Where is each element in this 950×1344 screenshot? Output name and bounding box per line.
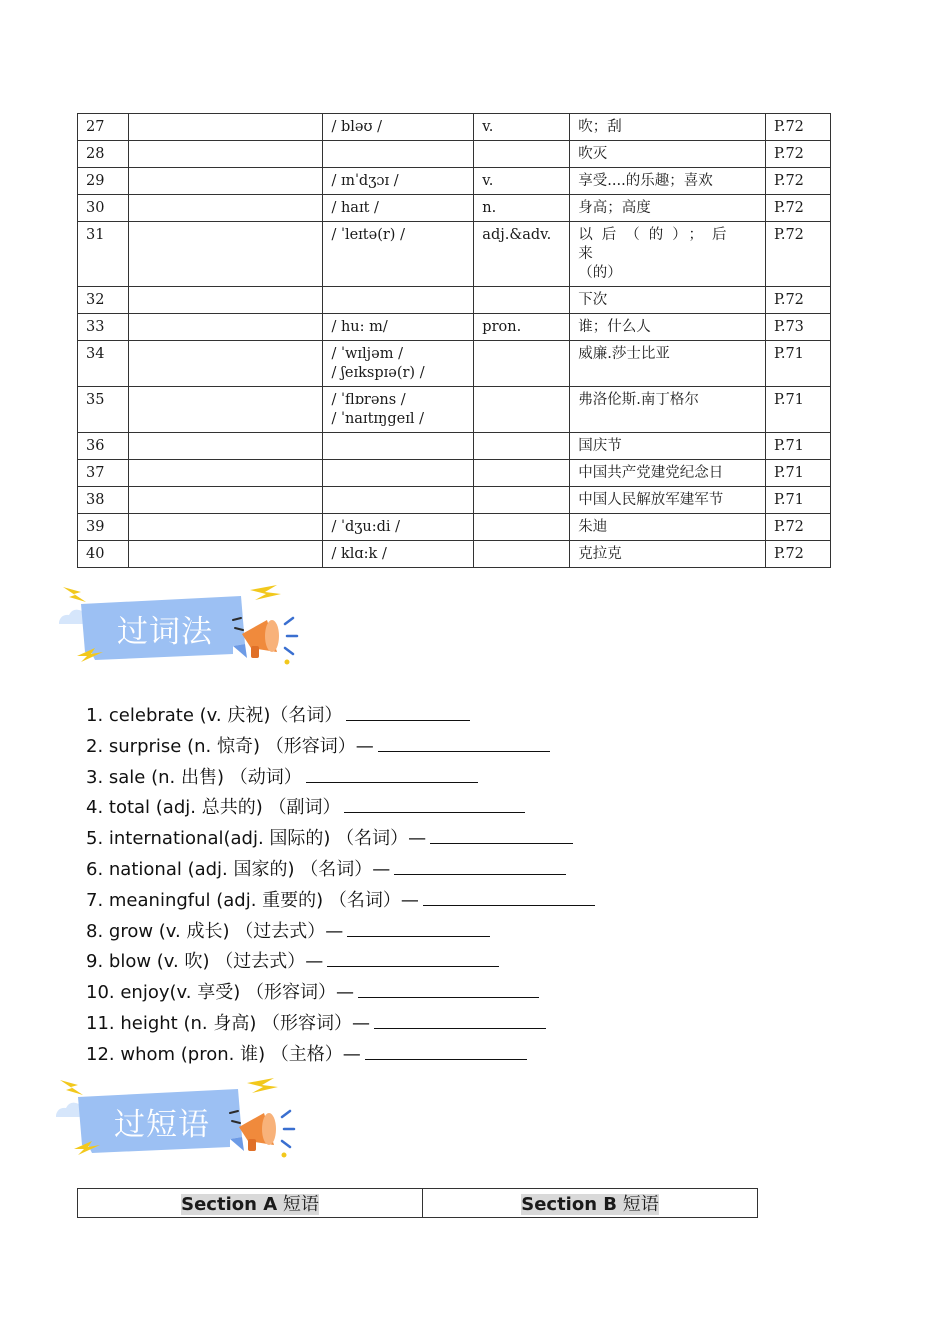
vocab-row <box>78 114 831 141</box>
exercise-item: 11. height (n. 身高) （形容词）— <box>86 1010 595 1041</box>
phonetic-cell: / ɪnˈdʒɔɪ / <box>323 168 474 195</box>
page-ref-cell: P.71 <box>766 460 831 487</box>
phonetic-cell: / ˈleɪtə(r) / <box>323 222 474 287</box>
exercise-item: 1. celebrate (v. 庆祝)（名词） <box>86 702 595 733</box>
phonetic-cell: / klɑ:k / <box>323 541 474 568</box>
vocab-row <box>78 487 831 514</box>
word-cell[interactable] <box>128 314 323 341</box>
page-ref-cell: P.72 <box>766 195 831 222</box>
row-number: 36 <box>78 433 129 460</box>
phonetic-cell: / bləʊ / <box>323 114 474 141</box>
exercise-item: 9. blow (v. 吹) （过去式）— <box>86 948 595 979</box>
answer-blank[interactable] <box>346 702 470 721</box>
exercise-item: 12. whom (pron. 谁) （主格）— <box>86 1041 595 1072</box>
answer-blank[interactable] <box>423 887 595 906</box>
answer-blank[interactable] <box>430 825 573 844</box>
row-number: 39 <box>78 514 129 541</box>
exercise-item: 7. meaningful (adj. 重要的) （名词）— <box>86 887 595 918</box>
phonetic-cell: / ˈwɪljəm / / ʃeɪkspɪə(r) / <box>323 341 474 387</box>
header-section-a: Section A 短语 <box>78 1189 423 1218</box>
meaning-cell: 威廉.莎士比亚 <box>570 341 766 387</box>
row-number: 30 <box>78 195 129 222</box>
vocab-row <box>78 195 831 222</box>
vocab-row <box>78 222 831 287</box>
answer-blank[interactable] <box>306 764 478 783</box>
word-cell[interactable] <box>128 287 323 314</box>
answer-blank[interactable] <box>358 979 539 998</box>
vocab-row <box>78 541 831 568</box>
vocab-row <box>78 514 831 541</box>
part-of-speech-cell <box>474 433 570 460</box>
word-cell[interactable] <box>128 114 323 141</box>
page-ref-cell: P.72 <box>766 114 831 141</box>
part-of-speech-cell <box>474 460 570 487</box>
exercise-item: 2. surprise (n. 惊奇) （形容词）— <box>86 733 595 764</box>
vocab-row <box>78 433 831 460</box>
word-cell[interactable] <box>128 541 323 568</box>
row-number: 27 <box>78 114 129 141</box>
meaning-cell: 弗洛伦斯.南丁格尔 <box>570 387 766 433</box>
answer-blank[interactable] <box>327 948 499 967</box>
part-of-speech-cell <box>474 487 570 514</box>
row-number: 34 <box>78 341 129 387</box>
exercise-item: 8. grow (v. 成长) （过去式）— <box>86 918 595 949</box>
answer-blank[interactable] <box>344 794 525 813</box>
header-section-b: Section B 短语 <box>423 1189 758 1218</box>
row-number: 40 <box>78 541 129 568</box>
phonetic-cell: / ˈflɒrəns / / ˈnaɪtɪŋgeɪl / <box>323 387 474 433</box>
part-of-speech-cell <box>474 141 570 168</box>
page-ref-cell: P.72 <box>766 141 831 168</box>
phonetic-cell <box>323 287 474 314</box>
meaning-cell: 享受....的乐趣；喜欢 <box>570 168 766 195</box>
part-of-speech-cell: pron. <box>474 314 570 341</box>
word-cell[interactable] <box>128 168 323 195</box>
word-cell[interactable] <box>128 341 323 387</box>
word-cell[interactable] <box>128 487 323 514</box>
meaning-cell: 克拉克 <box>570 541 766 568</box>
vocabulary-table <box>77 113 831 568</box>
page-ref-cell: P.71 <box>766 487 831 514</box>
meaning-cell: 朱迪 <box>570 514 766 541</box>
answer-blank[interactable] <box>347 918 490 937</box>
part-of-speech-cell <box>474 514 570 541</box>
vocab-row <box>78 141 831 168</box>
row-number: 28 <box>78 141 129 168</box>
word-cell[interactable] <box>128 222 323 287</box>
section-banner-phrases <box>52 1075 302 1170</box>
page-ref-cell: P.71 <box>766 433 831 460</box>
phonetic-cell <box>323 487 474 514</box>
word-cell[interactable] <box>128 141 323 168</box>
meaning-cell: 吹；刮 <box>570 114 766 141</box>
word-cell[interactable] <box>128 460 323 487</box>
answer-blank[interactable] <box>374 1010 546 1029</box>
meaning-cell: 中国人民解放军建军节 <box>570 487 766 514</box>
phrase-table <box>77 1188 758 1218</box>
answer-blank[interactable] <box>394 856 566 875</box>
vocab-row <box>78 287 831 314</box>
part-of-speech-cell <box>474 341 570 387</box>
page-ref-cell: P.72 <box>766 287 831 314</box>
phonetic-cell: / haɪt / <box>323 195 474 222</box>
exercise-item: 6. national (adj. 国家的) （名词）— <box>86 856 595 887</box>
exercise-item: 10. enjoy(v. 享受) （形容词）— <box>86 979 595 1010</box>
row-number: 31 <box>78 222 129 287</box>
word-cell[interactable] <box>128 387 323 433</box>
row-number: 38 <box>78 487 129 514</box>
page-ref-cell: P.72 <box>766 541 831 568</box>
word-cell[interactable] <box>128 195 323 222</box>
row-number: 29 <box>78 168 129 195</box>
answer-blank[interactable] <box>378 733 550 752</box>
page-ref-cell: P.72 <box>766 222 831 287</box>
vocab-row <box>78 314 831 341</box>
exercise-item: 3. sale (n. 出售) （动词） <box>86 764 595 795</box>
part-of-speech-cell <box>474 387 570 433</box>
phonetic-cell <box>323 141 474 168</box>
part-of-speech-cell: v. <box>474 168 570 195</box>
exercise-item: 4. total (adj. 总共的) （副词） <box>86 794 595 825</box>
word-cell[interactable] <box>128 514 323 541</box>
vocab-row <box>78 341 831 387</box>
meaning-cell: 以后（的）；后来 （的） <box>570 222 766 287</box>
meaning-cell: 下次 <box>570 287 766 314</box>
phonetic-cell: / ˈdʒu:di / <box>323 514 474 541</box>
part-of-speech-cell: v. <box>474 114 570 141</box>
vocab-row <box>78 460 831 487</box>
part-of-speech-cell: adj.&adv. <box>474 222 570 287</box>
part-of-speech-cell <box>474 541 570 568</box>
page-ref-cell: P.71 <box>766 387 831 433</box>
part-of-speech-cell: n. <box>474 195 570 222</box>
row-number: 33 <box>78 314 129 341</box>
exercise-item: 5. international(adj. 国际的) （名词）— <box>86 825 595 856</box>
meaning-cell: 谁；什么人 <box>570 314 766 341</box>
meaning-cell: 吹灭 <box>570 141 766 168</box>
row-number: 35 <box>78 387 129 433</box>
answer-blank[interactable] <box>365 1041 527 1060</box>
section-banner-word-forms <box>55 582 305 677</box>
word-cell[interactable] <box>128 433 323 460</box>
banner-title: 过词法 <box>117 614 213 650</box>
phonetic-cell <box>323 460 474 487</box>
page-ref-cell: P.71 <box>766 341 831 387</box>
meaning-cell: 国庆节 <box>570 433 766 460</box>
vocab-row <box>78 168 831 195</box>
page-ref-cell: P.72 <box>766 514 831 541</box>
phonetic-cell <box>323 433 474 460</box>
page-ref-cell: P.72 <box>766 168 831 195</box>
banner-title: 过短语 <box>114 1107 210 1143</box>
part-of-speech-cell <box>474 287 570 314</box>
meaning-cell: 身高；高度 <box>570 195 766 222</box>
vocab-row <box>78 387 831 433</box>
page-ref-cell: P.73 <box>766 314 831 341</box>
row-number: 32 <box>78 287 129 314</box>
word-form-exercises <box>86 702 595 1072</box>
phonetic-cell: / hu: m/ <box>323 314 474 341</box>
row-number: 37 <box>78 460 129 487</box>
meaning-cell: 中国共产党建党纪念日 <box>570 460 766 487</box>
